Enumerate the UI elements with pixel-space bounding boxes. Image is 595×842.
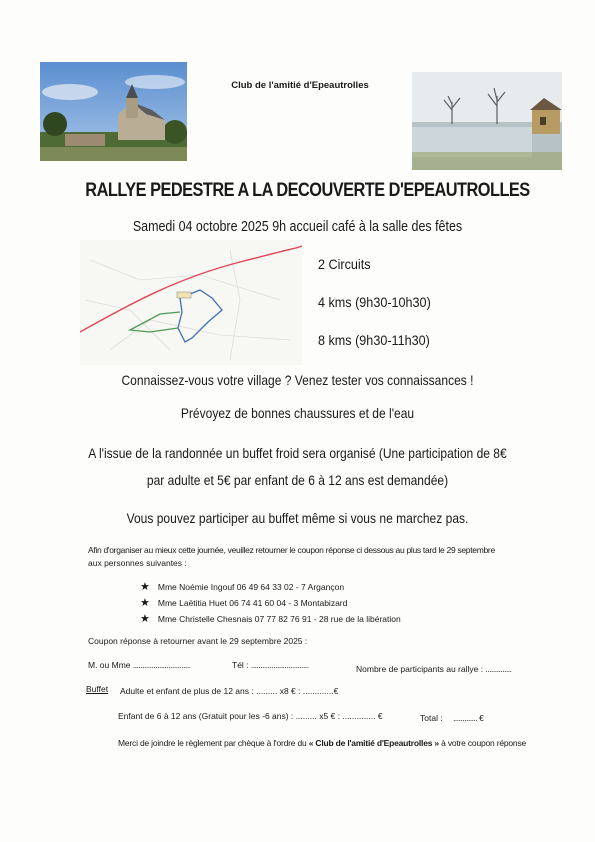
star-icon: ★ [140, 581, 150, 593]
buffet-line-1: A l'issue de la randonnée un buffet froid sera organisé (Une participation de 8€ [88, 445, 507, 461]
name-label: M. ou Mme [88, 660, 131, 670]
name-blank[interactable]: ............................... [132, 660, 191, 670]
bring-line: Prévoyez de bonnes chaussures et de l'eau [180, 405, 415, 421]
child-line[interactable]: Enfant de 6 à 12 ans (Gratuit pour les -6 ans) : ......... x5 € : .............. € [118, 711, 383, 721]
adult-line[interactable]: Adulte et enfant de plus de 12 ans : ......... x8 € : .............€ [120, 686, 339, 696]
tel-field[interactable] [232, 660, 309, 670]
tel-label: Tél : [232, 660, 249, 670]
contact-item: ★ Mme Laëtitia Huet 06 74 41 60 04 - 3 Montabizard [140, 597, 348, 609]
coupon-heading: Coupon réponse à retourner avant le 29 septembre 2025 : [88, 636, 308, 646]
instructions-line-1: Afin d'organiser au mieux cette journée, veuillez retourner le coupon réponse ci dessous au plus tard le 29 septembre [88, 545, 495, 555]
contact-item: ★ Mme Christelle Chesnais 07 77 82 76 91 - 28 rue de la libération [140, 613, 401, 625]
circuit-long: 8 kms (9h30-11h30) [318, 332, 430, 348]
instructions-line-2: aux personnes suivantes : [88, 558, 187, 568]
star-icon: ★ [140, 597, 150, 609]
name-field[interactable] [88, 660, 191, 670]
participants-field[interactable] [356, 664, 512, 674]
participants-label: Nombre de participants au rallye : [356, 664, 484, 674]
page-title: RALLYE PEDESTRE A LA DECOUVERTE D'EPEAUTROLLES [85, 180, 530, 201]
buffet-open-line: Vous pouvez participer au buffet même si vous ne marchez pas. [126, 510, 469, 526]
contact-item: ★ Mme Noémie Ingouf 06 49 64 33 02 - 7 Argançon [140, 581, 345, 593]
buffet-label: Buffet [86, 684, 109, 694]
participants-blank[interactable]: .............. [485, 664, 512, 674]
total-blank[interactable]: ............. € [453, 713, 484, 723]
buffet-line-2: par adulte et 5€ par enfant de 6 à 12 ans est demandée) [146, 472, 449, 488]
church-photo [40, 62, 187, 161]
circuit-short: 4 kms (9h30-10h30) [318, 294, 431, 310]
quiz-line: Connaissez-vous votre village ? Venez tester vos connaissances ! [121, 372, 474, 388]
pond-photo [412, 72, 562, 170]
route-map [80, 240, 302, 365]
payment-line: Merci de joindre le règlement par chèque à l'ordre du « Club de l'amitié d'Epeautrolles » à votre coupon réponse [118, 738, 527, 748]
circuits-count: 2 Circuits [318, 256, 371, 272]
total-field[interactable] [420, 713, 483, 723]
event-date-line: Samedi 04 octobre 2025 9h accueil café à la salle des fêtes [132, 219, 463, 235]
club-name: Club de l'amitié d'Epeautrolles [231, 80, 369, 91]
star-icon: ★ [140, 613, 150, 625]
payment-club: « Club de l'amitié d'Epeautrolles » [308, 738, 439, 748]
total-label: Total : [420, 713, 443, 723]
tel-blank[interactable]: ............................... [250, 660, 309, 670]
